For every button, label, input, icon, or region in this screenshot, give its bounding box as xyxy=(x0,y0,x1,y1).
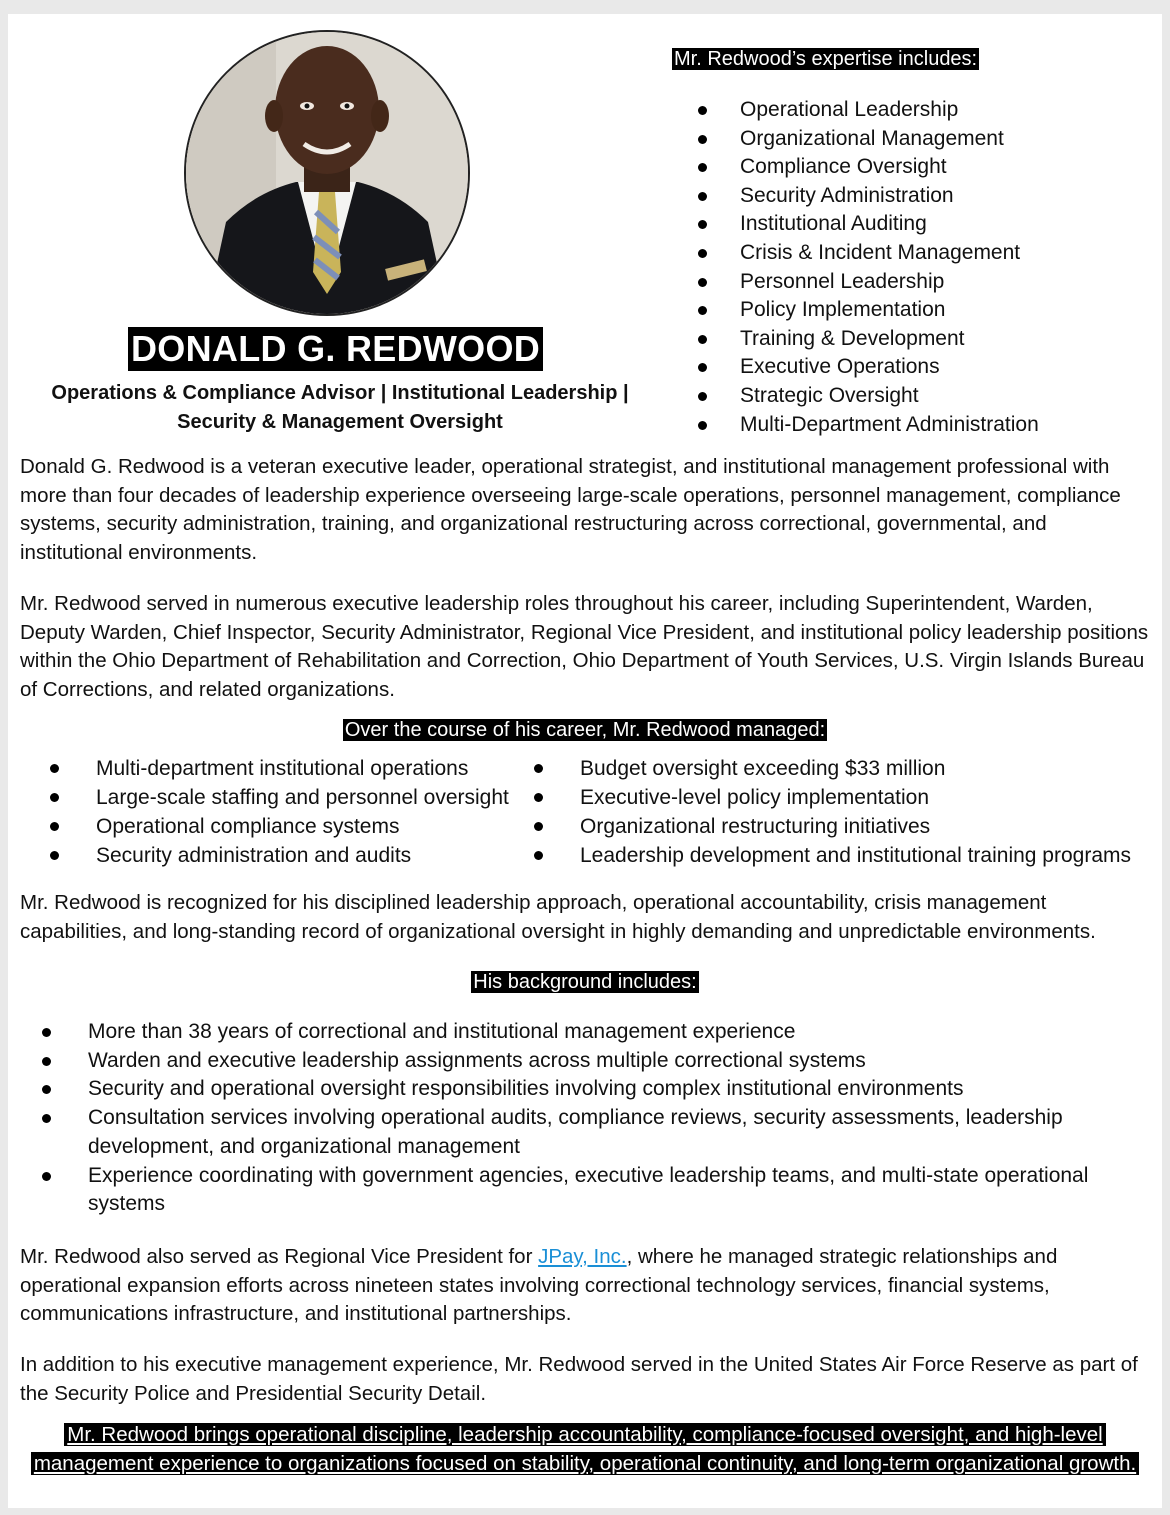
air-force-paragraph: In addition to his executive management experience, Mr. Redwood served in the United States Air Force Reserve as part of the Security Police and Presidential Security Detail. xyxy=(20,1353,1138,1405)
expertise-item: Multi-Department Administration xyxy=(694,411,1144,440)
managed-item: Large-scale staffing and personnel oversight xyxy=(50,783,520,812)
background-item: Security and operational oversight responsibilities involving complex institutional environments xyxy=(42,1075,1122,1104)
managed-item: Operational compliance systems xyxy=(50,812,520,841)
expertise-item: Organizational Management xyxy=(694,125,1144,154)
bullet-icon xyxy=(698,192,707,201)
bullet-icon xyxy=(698,335,707,344)
jpay-paragraph: Mr. Redwood also served as Regional Vice President for JPay, Inc., where he managed strategic relationships and operational expansion efforts across nineteen states involving correctional technology services, financial systems, communications infrastructure, and institutional partnerships. xyxy=(20,1245,1058,1325)
bullet-icon xyxy=(50,851,59,860)
job-title xyxy=(20,379,660,437)
bullet-icon xyxy=(534,764,543,773)
bullet-icon xyxy=(698,220,707,229)
bullet-icon xyxy=(42,1172,51,1181)
expertise-heading: Mr. Redwood’s expertise includes: xyxy=(674,48,978,70)
managed-item: Security administration and audits xyxy=(50,841,520,870)
jpay-link[interactable]: JPay, Inc. xyxy=(538,1245,627,1268)
expertise-item: Strategic Oversight xyxy=(694,382,1144,411)
expertise-item: Policy Implementation xyxy=(694,296,1144,325)
expertise-item: Training & Development xyxy=(694,325,1144,354)
intro-paragraph: Donald G. Redwood is a veteran executive leader, operational strategist, and institutional management professional with more than four decades of leadership experience overseeing large-scale operations, personnel management, compliance systems, security administration, training, and organizational restructuring across correctional, governmental, and institutional environments. xyxy=(20,455,1121,564)
bullet-icon xyxy=(698,306,707,315)
roles-paragraph: Mr. Redwood served in numerous executive leadership roles throughout his career, including Superintendent, Warden, Deputy Warden, Chief Inspector, Security Administrator, Regional Vice President, and institutional policy leadership positions within the Ohio Department of Rehabilitation and Correction, Ohio Department of Youth Services, U.S. Virgin Islands Bureau of Corrections, and related organizations. xyxy=(20,592,1149,701)
bullet-icon xyxy=(698,106,707,115)
expertise-item: Institutional Auditing xyxy=(694,210,1144,239)
bullet-icon xyxy=(42,1114,51,1123)
bullet-icon xyxy=(50,822,59,831)
bullet-icon xyxy=(50,793,59,802)
background-item: Warden and executive leadership assignments across multiple correctional systems xyxy=(42,1047,1122,1076)
managed-item: Leadership development and institutional training programs xyxy=(534,841,1154,870)
job-title-line-2: Security & Management Oversight xyxy=(177,411,503,433)
bullet-icon xyxy=(534,793,543,802)
bullet-icon xyxy=(698,421,707,430)
expertise-item: Compliance Oversight xyxy=(694,153,1144,182)
background-list xyxy=(42,1018,1122,1219)
bullet-icon xyxy=(698,163,707,172)
portrait-photo xyxy=(184,30,470,316)
expertise-item: Executive Operations xyxy=(694,353,1144,382)
managed-item: Budget oversight exceeding $33 million xyxy=(534,754,1154,783)
expertise-item: Crisis & Incident Management xyxy=(694,239,1144,268)
bullet-icon xyxy=(698,363,707,372)
bullet-icon xyxy=(42,1028,51,1037)
expertise-item: Personnel Leadership xyxy=(694,268,1144,297)
expertise-item: Security Administration xyxy=(694,182,1144,211)
expertise-list xyxy=(694,96,1144,439)
background-item: Experience coordinating with government agencies, executive leadership teams, and multi-state operational systems xyxy=(42,1162,1122,1219)
managed-item: Multi-department institutional operations xyxy=(50,754,520,783)
expertise-item: Operational Leadership xyxy=(694,96,1144,125)
person-name: DONALD G. REDWOOD xyxy=(128,327,543,371)
bullet-icon xyxy=(50,764,59,773)
background-item: More than 38 years of correctional and institutional management experience xyxy=(42,1018,1122,1047)
managed-list-left xyxy=(50,754,520,870)
managed-item: Executive-level policy implementation xyxy=(534,783,1154,812)
bullet-icon xyxy=(42,1085,51,1094)
background-item: Consultation services involving operational audits, compliance reviews, security assessments, leadership development, and organizational management xyxy=(42,1104,1122,1161)
bullet-icon xyxy=(698,392,707,401)
bullet-icon xyxy=(42,1057,51,1066)
bullet-icon xyxy=(698,278,707,287)
bullet-icon xyxy=(698,135,707,144)
bullet-icon xyxy=(534,822,543,831)
background-heading: His background includes: xyxy=(473,971,697,993)
bullet-icon xyxy=(698,249,707,258)
managed-heading: Over the course of his career, Mr. Redwood managed: xyxy=(344,719,826,741)
resume-page xyxy=(8,14,1162,1508)
managed-list-right xyxy=(534,754,1154,870)
job-title-line-1: Operations & Compliance Advisor | Institutional Leadership | xyxy=(51,382,629,404)
recognition-paragraph: Mr. Redwood is recognized for his disciplined leadership approach, operational accountability, crisis management capabilities, and long-standing record of organizational oversight in highly demanding and unpredictable environments. xyxy=(20,891,1096,943)
managed-item: Organizational restructuring initiatives xyxy=(534,812,1154,841)
bullet-icon xyxy=(534,851,543,860)
closing-statement: Mr. Redwood brings operational discipline, leadership accountability, compliance-focused oversight, and high-level management experience to organizations focused on stability, operational continuity, and long-term organizational growth. xyxy=(22,1420,1148,1478)
portrait-image xyxy=(186,32,468,314)
